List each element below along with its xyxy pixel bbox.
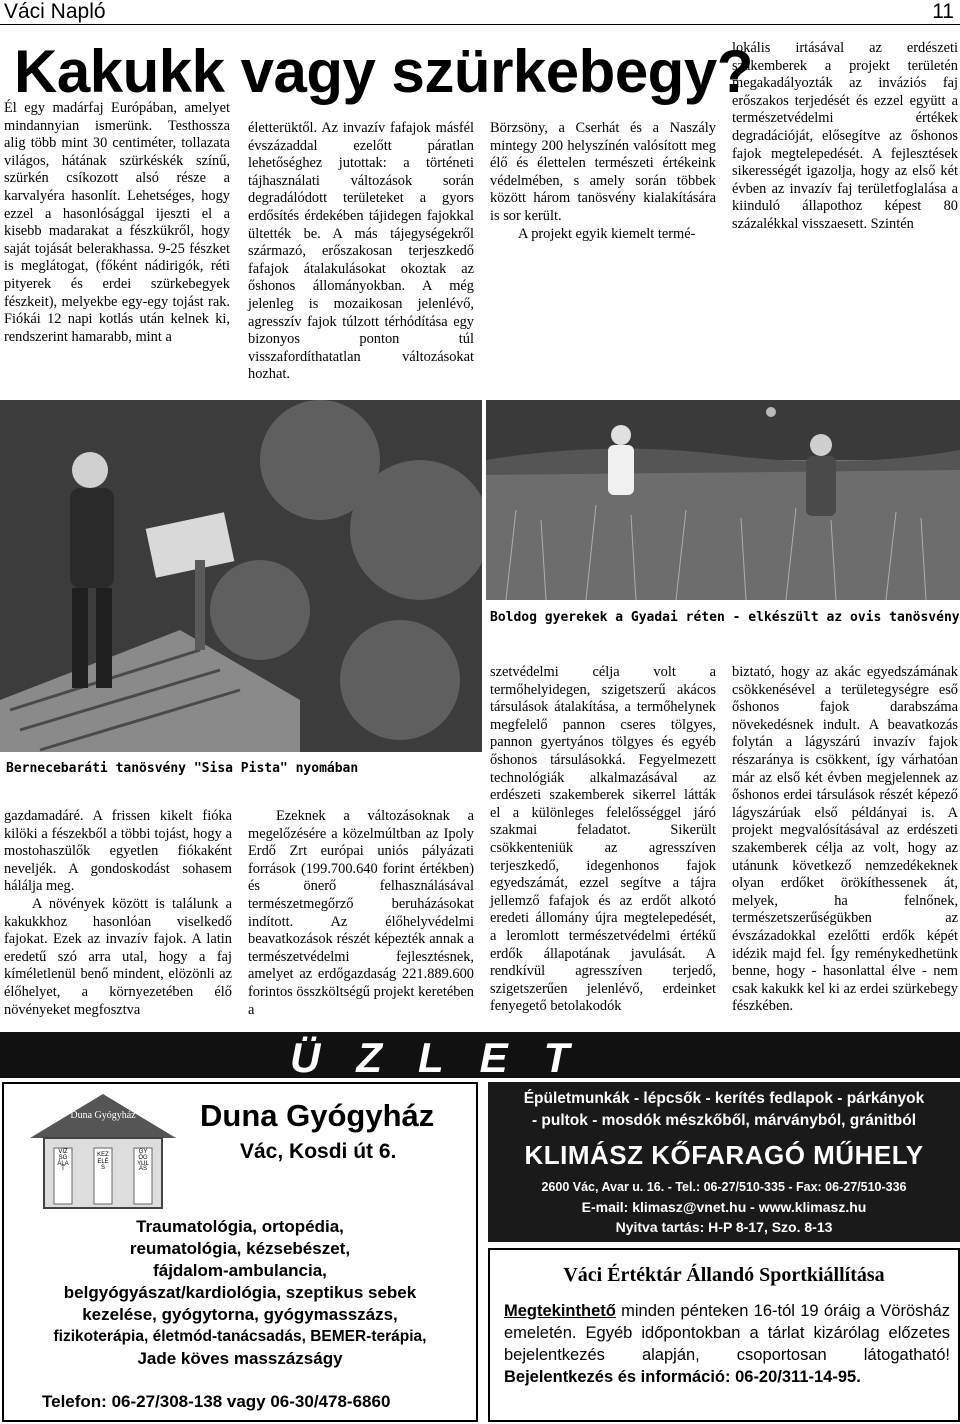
paragraph: Él egy madárfaj Európában, amelyet mindannyian ismerünk. Testhossza alig több mint 30 centiméter, tollazata világos, hátának szürkéskék színű, szürkén csíkozott alsó része a karvalyéra hasonlít. Lehetséges, hogy ezzel a hasonlósággal ijeszti el a kisebb madarakat a fészkükről, hogy saját tojását belerakhassa. 9-25 fészket is meglátogat, (főként nádirigók, réti pityerek és erdei szürkebegyek fészkeit), melyekbe egy-egy tojást rak. Fiókái 12 napi kotlás után kelnek ki, rendszerint hamarabb, mint a [4, 100, 230, 345]
klimasz-web: E-mail: klimasz@vnet.hu - www.klimasz.hu [581, 1199, 867, 1215]
duna-name: Duna Gyógyház [200, 1098, 435, 1133]
meadow-illustration [486, 400, 960, 600]
paragraph: Börzsöny, a Cserhát és a Naszály mintegy 200 helyszínén valósított meg élő és élettelen természeti értékeink védelmében, s amely során többek között három tanösvény kialakítására is sor került. [490, 120, 716, 224]
klimasz-hours: Nyitva tartás: H-P 8-17, Szo. 8-13 [615, 1219, 833, 1235]
klimasz-line1: Épületmunkák - lépcsők - kerítés fedlapok - párkányok [523, 1090, 925, 1107]
column-top-4 [732, 40, 958, 234]
ad-sport-exhibition [488, 1248, 960, 1422]
service-line: Traumatológia, ortopédia, [136, 1217, 344, 1236]
sport-lead: Megtekinthető [504, 1302, 616, 1320]
duna-logo [28, 1092, 178, 1210]
column-top-3 [490, 120, 716, 243]
trail-illustration [0, 400, 482, 752]
service-line: belgyógyászat/kardiológia, szeptikus sebek [63, 1283, 417, 1302]
ad-duna-gyogyhaz [2, 1082, 478, 1422]
column-top-2 [248, 120, 474, 384]
trail-hiker-photo [0, 400, 482, 752]
banner-title: ÜZLET [290, 1034, 606, 1081]
paragraph: szetvédelmi célja volt a termőhelyidegen, szigetszerű akácos társulások átalakítása, a termőhelynek megfelelő pannon cseres tölgyes, pannon gyertyános tölgyes és egyéb őshonos társulásokká. Fegyelmezett technológiák alkalmazásával az erdészeti szakemberek sikerrel látták el a különleges felelősséggel járó szakmai feladatot. Sikerült csökkenteniük az agresszíven terjeszkedő, idegenhonos fajok egyedszámát, ezzel segítve a tájra jellemző fafajok és az erdőt alkotó eredeti állomány újra megtelepedését, a leromlott természetvédelmi értékű erdők állapotának javulását. A rendkívül agresszíven terjedő, szigetszerűen jelenlévő, erdeinket fenyegető betolakodók [490, 664, 716, 1015]
page-number: 11 [932, 0, 954, 23]
duna-phone: Telefon: 06-27/308-138 vagy 06-30/478-6860 [42, 1392, 391, 1411]
duna-services [4, 1216, 476, 1370]
paragraph: Ezeknek a változásoknak a megelőzésére a közelmúltban az Ipoly Erdő Zrt európai uniós pályázati források (199.700.640 forint értékben) és önerő felhasználásával természetmegőrző beruházásokat indított. Az élőhelyvédelmi beavatkozások részét képezték annak a természetvédelmi fejlesztésnek, amelyet az erdőgazdaság 221.889.600 forintos összköltségű projekt keretében a [248, 808, 474, 1018]
meadow-children-photo [486, 400, 960, 600]
column-bottom-3 [490, 664, 716, 1016]
service-line: fájdalom-ambulancia, [153, 1261, 327, 1280]
logo-name: Duna Gyógyház [70, 1110, 136, 1121]
klimasz-name: KLIMÁSZ KŐFARAGÓ MŰHELY [524, 1140, 924, 1170]
publication-name: Váci Napló [4, 0, 106, 23]
service-line: Jade köves masszázságy [137, 1349, 343, 1368]
left-photo-caption: Bernecebaráti tanösvény "Sisa Pista" nyomában [6, 761, 359, 776]
service-line: reumatológia, kézsebészet, [129, 1239, 351, 1258]
sport-contact: Bejelentkezés és információ: 06-20/311-14-95. [504, 1368, 861, 1386]
paragraph: életterüktől. Az invazív fafajok másfél évszázaddal ezelőtt páratlan lehetőséghez jutottak: a történeti tájhasználati változások során degradálódott területeket a gyors erdősítés érdekében tájidegen fajokkal ültették be. A más tájegységekről származó, erőszakosan terjeszkedő fafajok átalakulásokat okoztak az őshonos állományokban. A még jelenleg is mozaikosan jelenlévő, agresszív fajok túlzott térhódítása egy bizonyos ponton túl visszafordíthatatlan változásokat hozhat. [248, 120, 474, 383]
service-line: fizikoterápia, életmód-tanácsadás, BEMER-terápia, [53, 1328, 427, 1345]
ad-klimasz [488, 1082, 960, 1242]
column-bottom-2 [248, 808, 474, 1019]
logo-side-right: GYÓGYULÁS [137, 1149, 149, 1173]
column-bottom-4 [732, 664, 958, 1016]
sport-body [504, 1300, 950, 1388]
paragraph: gazdamadáré. A frissen kikelt fióka kilöki a fészekből a többi tojást, hogy a mostohaszülők egyetlen fiókaként neveljék. A gondoskodást sohasem hálálja meg. [4, 808, 232, 895]
sport-text: minden pénteken 16-tól 19 óráig a Vörösház emeletén. Egyéb időpontokban a tárlat kizárólag előzetes bejelentkezés alapján, csoportosan látogatható! [504, 1302, 950, 1364]
sport-title: Váci Értéktár Állandó Sportkiállítása [563, 1264, 885, 1286]
business-banner [0, 1032, 960, 1081]
paragraph: A projekt egyik kiemelt termé- [518, 225, 696, 242]
paragraph: lokális irtásával az erdészeti szakemberek a projekt területén megakadályozták az inváziós faj erőszakos terjedését és ezzel együtt a természetvédelmi értékek degradációját, elősegítve az őshonos fajok megtelepedését. A fejlesztések sikerességét igazolja, hogy az első két évben az invazív faj területfoglalása a kiinduló állapothoz képest 80 százalékkal visszaesett. Szintén [732, 40, 958, 232]
paragraph: biztató, hogy az akác egyedszámának csökkenésével a területegységre eső őshonos fajok darabszáma növekedésnek indult. A beavatkozás folytán a lágyszárú invazív fajok részaránya is csökkent, így várhatóan már az első két évben megjelennek az őshonos erdei társulások részét képező lágyszárúak első példányai is. A projekt megvalósításával az erdészeti szakemberek célja az volt, hogy az utánunk következő nemzedékeknek olyan erdőket örökíthessenek át, melyek, ha felnőnek, természetszerűségükben az évszázadokkal ezelőtti erdők képét idézik majd fel. Így reménykedhetünk benne, hogy - hasonlattal élve - nem csak kakukk kel ki az erdei szürkebegy fészkében. [732, 664, 958, 1015]
paragraph: A növények között is találunk a kakukkhoz hasonlóan viselkedő fajokat. Ezek az invazív fajok. A latin eredetű szó arra utal, hogy a faj kíméletlenül benő mindent, elözönli az élőhelyet, a környezetében élő növényeket megfosztva [4, 895, 232, 1018]
duna-address: Vác, Kosdi út 6. [240, 1140, 397, 1163]
header-rule [0, 24, 960, 25]
column-top-1 [4, 100, 230, 346]
column-bottom-1 [4, 808, 232, 1019]
klimasz-line2: - pultok - mosdók mészkőből, márványból, gránitból [531, 1112, 917, 1129]
logo-side-left: VIZSGÁLAT [57, 1149, 69, 1173]
right-photo-caption: Boldog gyerekek a Gyadai réten - elkészült az ovis tanösvény [490, 610, 960, 625]
service-line: kezelése, gyógytorna, gyógymasszázs, [82, 1305, 398, 1324]
article-headline: Kakukk vagy szürkebegy? [14, 38, 753, 105]
logo-side-mid: KEZELÉS [97, 1152, 109, 1172]
klimasz-contact: 2600 Vác, Avar u. 16. - Tel.: 06-27/510-335 - Fax: 06-27/510-336 [541, 1180, 907, 1194]
